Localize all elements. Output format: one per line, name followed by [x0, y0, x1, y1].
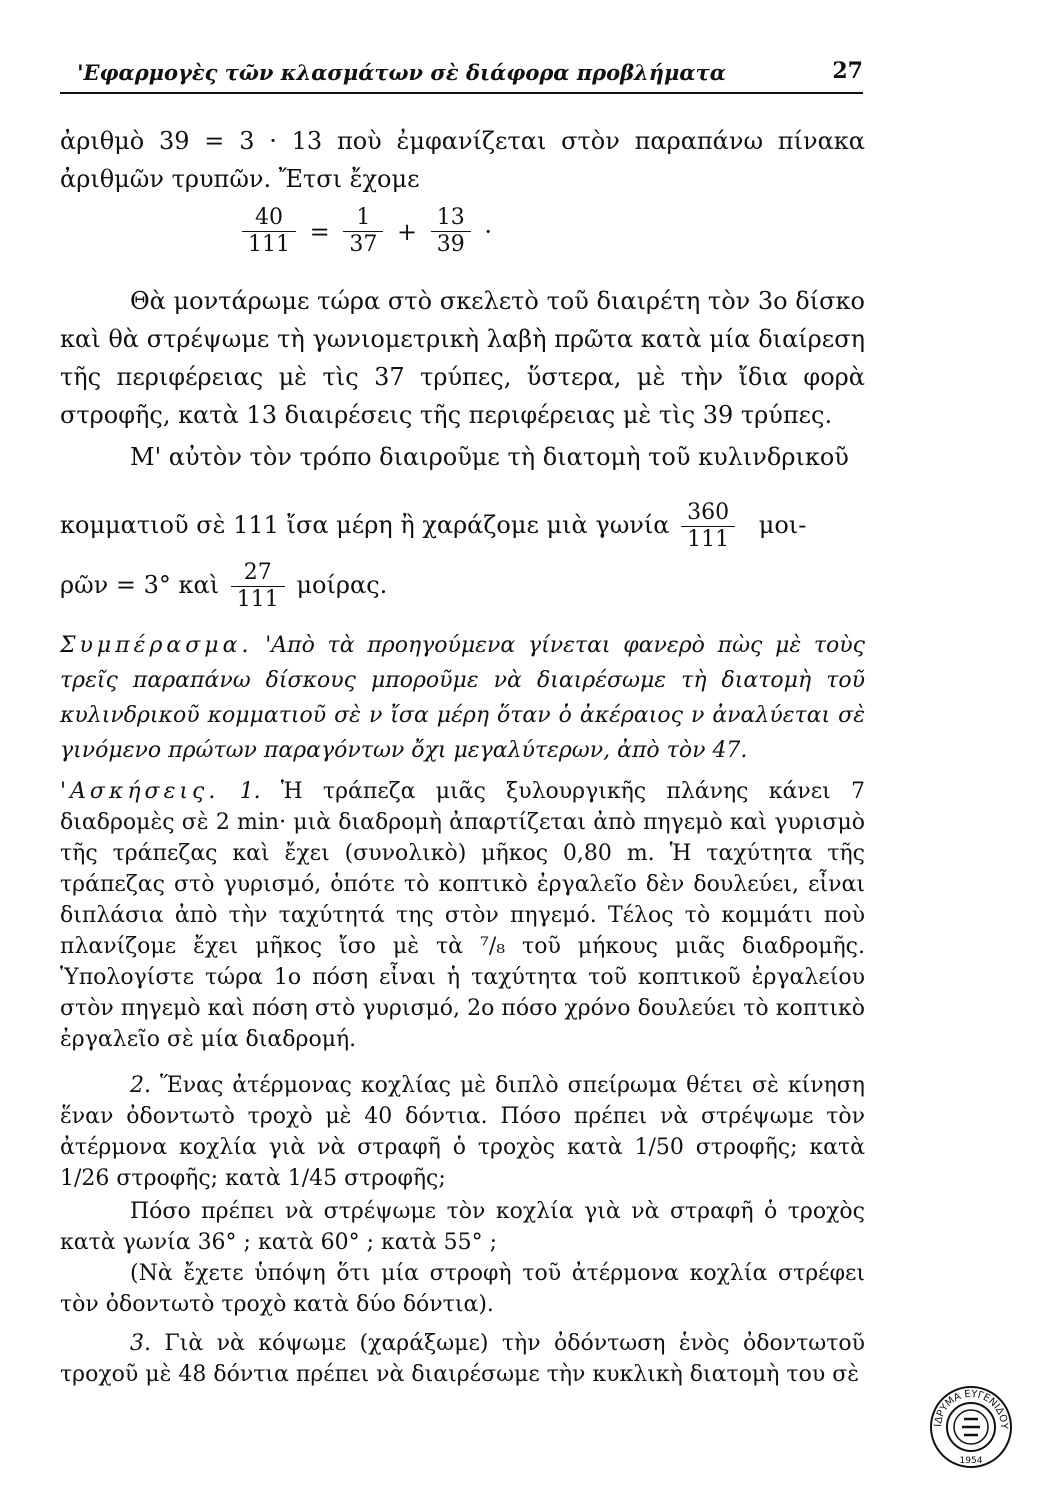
exercise-2 — [60, 1070, 865, 1194]
paragraph-intro: ἀριθμὸ 39 = 3 · 13 ποὺ ἐμφανίζεται στὸν παραπάνω πίνακα ἀριθμῶν τρυπῶν. Ἔτσι ἔχομε — [60, 127, 865, 193]
denominator: 111 — [687, 527, 730, 552]
numerator: 360 — [681, 500, 735, 527]
svg-text:ΙΔΡΥΜΑ ΕΥΓΕΝΙΔΟΥ: ΙΔΡΥΜΑ ΕΥΓΕΝΙΔΟΥ — [932, 1388, 1010, 1430]
conclusion-paragraph — [60, 628, 865, 768]
fraction-1-37 — [343, 205, 383, 258]
numerator: 13 — [431, 205, 471, 232]
exercise-1-text: Ἡ τράπεζα μιᾶς ξυλουργικῆς πλάνης κάνει 7 διαδρομὲς σὲ 2 min· μιὰ διαδρομὴ ἀπαρτίζεται ἀπὸ πηγεμὸ καὶ γυρισμὸ τῆς τράπεζας καὶ ἔχει (συνολικὸ) μῆκος 0,80 m. Ἡ ταχύτητα τῆς τράπεζας στὸ γυρισμό, ὁπότε τὸ κοπτικὸ ἐργαλεῖο δὲν δουλεύει, εἶναι διπλάσια ἀπὸ τὴν ταχύτητά της στὸν πηγεμό. Τέλος τὸ κομμάτι ποὺ πλανίζομε ἔχει μῆκος ἴσο μὲ τὰ ⁷/₈ τοῦ μήκους μιᾶς διαδρομῆς. Ὑπολογίστε τώρα 1ο πόση εἶναι ἡ ταχύτητα τοῦ κοπτικοῦ ἐργαλείου στὸν πηγεμὸ καὶ πόση στὸ γυρισμό, 2ο πόσο χρόνο δουλεύει τὸ κοπτικὸ ἐργαλεῖο σὲ μία διαδρομή. — [60, 779, 865, 1052]
denominator: 37 — [349, 232, 378, 257]
exercise-1 — [60, 776, 865, 1055]
exercise-2-angles: Πόσο πρέπει νὰ στρέψωμε τὸν κοχλία γιὰ νὰ στραφῆ ὁ τροχὸς κατὰ γωνία 36° ; κατὰ 60° ; κατὰ 55° ; — [60, 1199, 865, 1255]
fraction-360-111 — [681, 500, 735, 553]
conclusion-text: 'Απὸ τὰ προηγούμενα γίνεται φανερὸ πὼς μὲ τοὺς τρεῖς παραπάνω δίσκους μποροῦμε νὰ διαιρέσωμε τὴ διατομὴ τοῦ κυλινδρικοῦ κομματιοῦ σὲ ν ἴσα μέρη ὅταν ὁ ἀκέραιος ν ἀναλύεται σὲ γινόμενο πρώτων παραγόντων ὄχι μεγαλύτερων, ἀπὸ τὸν 47. — [60, 633, 866, 763]
division-text-a: κομματιοῦ σὲ 111 ἴσα μέρη ἢ χαράζομε μιὰ γωνία — [60, 511, 670, 539]
paragraph-division-line1: Μ' αὐτὸν τὸν τρόπο διαιροῦμε τὴ διατομὴ τοῦ κυλινδρικοῦ — [130, 443, 849, 471]
fraction-13-39 — [431, 205, 471, 258]
paragraph-division-line3 — [60, 560, 387, 613]
running-title: 'Εφαρμογὲς τῶν κλασμάτων σὲ διάφορα προβλήματα — [77, 60, 726, 85]
exercise-3-number: 3. — [130, 1331, 151, 1356]
svg-text:1954: 1954 — [959, 1456, 983, 1466]
equals-sign: = — [309, 217, 330, 246]
fraction-equation — [238, 205, 494, 258]
paragraph-dividing-head: Θὰ μοντάρωμε τώρα στὸ σκελετὸ τοῦ διαιρέτη τὸν 3ο δίσκο καὶ θὰ στρέψωμε τὴ γωνιομετρικὴ λαβὴ πρῶτα κατὰ μία διαίρεση τῆς περιφέρειας μὲ τὶς 37 τρύπες, ὕστερα, μὲ τὴν ἴδια φορὰ στροφῆς, κατὰ 13 διαιρέσεις τῆς περιφέρειας μὲ τὶς 39 τρύπες. — [60, 287, 865, 429]
equation-end-dot: · — [484, 217, 493, 246]
exercise-2-number: 2. — [130, 1073, 151, 1098]
running-header — [60, 58, 863, 94]
fraction-40-111 — [242, 205, 296, 258]
denominator: 111 — [248, 232, 290, 257]
division-text-b: μοι- — [758, 511, 807, 539]
plus-sign: + — [397, 217, 418, 246]
exercises-label: 'Ασκήσεις. — [60, 779, 220, 804]
exercise-1-number: 1. — [239, 779, 261, 804]
conclusion-label: Συμπέρασμα. — [60, 633, 253, 658]
exercise-3 — [60, 1328, 865, 1390]
seal-icon — [928, 1384, 1014, 1470]
exercise-2-text: Ἕνας ἀτέρμονας κοχλίας μὲ διπλὸ σπείρωμα θέτει σὲ κίνηση ἕναν ὀδοντωτὸ τροχὸ μὲ 40 δόντια. Πόσο πρέπει νὰ στρέψωμε τὸν ἀτέρμονα κοχλία γιὰ νὰ στραφῆ ὁ τροχὸς κατὰ 1/50 στροφῆς; κατὰ 1/26 στροφῆς; κατὰ 1/45 στροφῆς; — [60, 1073, 865, 1191]
numerator: 40 — [242, 205, 296, 232]
degrees-text-a: ρῶν = 3° καὶ — [60, 571, 220, 599]
denominator: 39 — [436, 232, 465, 257]
page-number: 27 — [832, 58, 863, 84]
degrees-text-b: μοίρας. — [296, 571, 388, 599]
denominator: 111 — [236, 587, 279, 612]
exercise-3-text: Γιὰ νὰ κόψωμε (χαράξωμε) τὴν ὀδόντωση ἑνὸς ὀδοντωτοῦ τροχοῦ μὲ 48 δόντια πρέπει νὰ διαιρέσωμε τὴν κυκλικὴ διατομὴ του σὲ — [60, 1331, 865, 1387]
numerator: 1 — [343, 205, 383, 232]
foundation-seal-logo — [928, 1384, 1014, 1470]
fraction-27-111 — [231, 560, 285, 613]
paragraph-division-line2 — [60, 500, 865, 553]
exercise-2-note: (Νὰ ἔχετε ὑπόψη ὅτι μία στροφὴ τοῦ ἀτέρμονα κοχλία στρέφει τὸν ὀδοντωτὸ τροχὸ κατὰ δύο δόντια). — [60, 1261, 865, 1317]
numerator: 27 — [231, 560, 285, 587]
